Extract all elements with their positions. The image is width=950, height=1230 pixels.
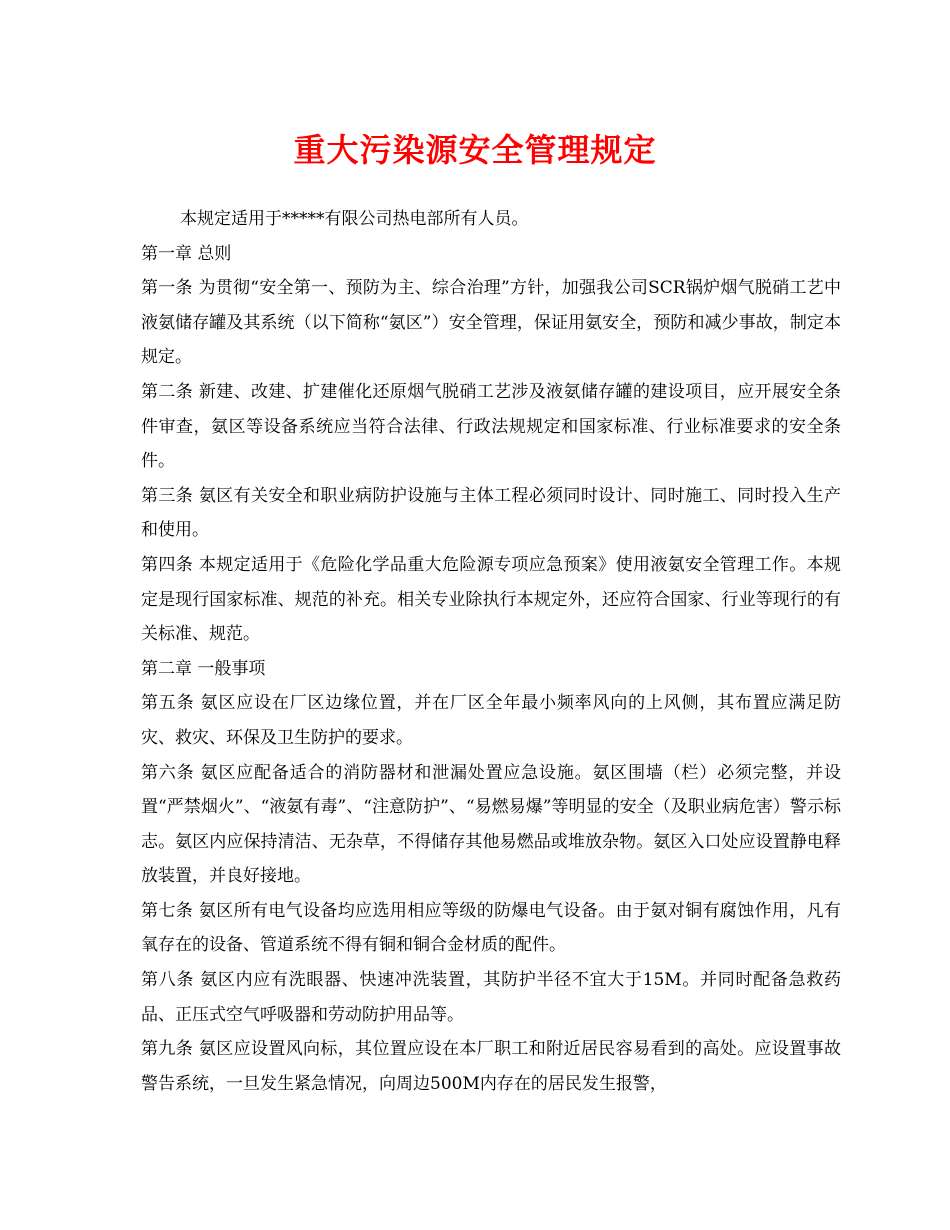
chapter-heading-2: 第二章 一般事项: [141, 658, 266, 679]
article-2: 第二条 新建、改建、扩建催化还原烟气脱硝工艺涉及液氨储存罐的建设项目，应开展安全条件审查，氨区等设备系统应当符合法律、行政法规规定和国家标准、行业标准要求的安全条件。: [141, 381, 841, 472]
article-1: 第一条 为贯彻“安全第一、预防为主、综合治理”方针，加强我公司SCR锅炉烟气脱硝工艺中液氨储存罐及其系统（以下简称“氨区”）安全管理，保证用氨安全，预防和减少事故，制定本规定。: [141, 278, 841, 368]
article-9: 第九条 氨区应设置风向标，其位置应设在本厂职工和附近居民容易看到的高处。应设置事故警告系统，一旦发生紧急情况，向周边500M内存在的居民发生报警，: [141, 1039, 841, 1094]
scope-paragraph: 本规定适用于*****有限公司热电部所有人员。: [180, 209, 529, 229]
article-5: 第五条 氨区应设在厂区边缘位置，并在厂区全年最小频率风向的上风侧，其布置应满足防灾、救灾、环保及卫生防护的要求。: [141, 693, 841, 748]
article-4: 第四条 本规定适用于《危险化学品重大危险源专项应急预案》使用液氨安全管理工作。本规定是现行国家标准、规范的补充。相关专业除执行本规定外，还应符合国家、行业等现行的有关标准、规范。: [141, 554, 841, 645]
article-8: 第八条 氨区内应有洗眼器、快速冲洗装置，其防护半径不宜大于15M。并同时配备急救药品、正压式空气呼吸器和劳动防护用品等。: [141, 970, 841, 1025]
document-title: 重大污染源安全管理规定: [293, 131, 657, 169]
article-6: 第六条 氨区应配备适合的消防器材和泄漏处置应急设施。氨区围墙（栏）必须完整，并设置“严禁烟火”、“液氨有毒”、“注意防护”、“易燃易爆”等明显的安全（及职业病危害）警示标志。氨区内应保持清洁、无杂草，不得储存其他易燃品或堆放杂物。氨区入口处应设置静电释放装置，并良好接地。: [141, 762, 841, 887]
article-3: 第三条 氨区有关安全和职业病防护设施与主体工程必须同时设计、同时施工、同时投入生产和使用。: [141, 485, 841, 541]
chapter-heading-1: 第一章 总则: [141, 243, 232, 264]
article-7: 第七条 氨区所有电气设备均应选用相应等级的防爆电气设备。由于氨对铜有腐蚀作用，凡有氧存在的设备、管道系统不得有铜和铜合金材质的配件。: [141, 900, 841, 956]
document-body: [141, 202, 841, 1101]
